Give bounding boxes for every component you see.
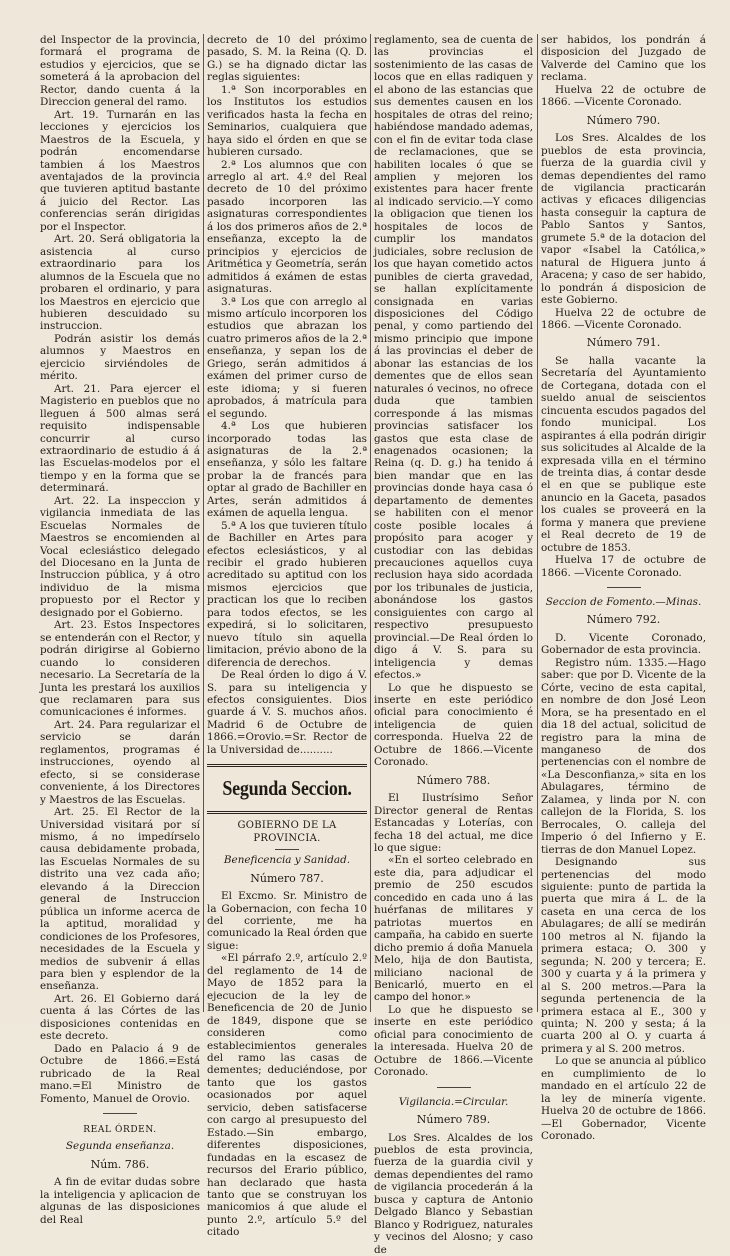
paragraph: Dado en Palacio á 9 de Octubre de 1866.=Está rubricado de la Real mano.=El Ministro de Fomento, Manuel de Orovio. — [40, 1042, 200, 1105]
paragraph: Registro núm. 1335.—Hago saber: que por D. Vicente de la Córte, vecino de esta capital, en nombre de don José Leon Mora, se ha presentado en el dia 18 del actual, solicitud de registro para la mina de manganeso de dos pertenencias con el nombre de «La Desconfianza,» sita en los Abulagares, término de Zalamea, y linda por N. con callejon de la Florida, S. los Berrocales, O. calleja del Imperio ó del Infierno y E. tierras de don Manuel Lopez. — [541, 656, 706, 856]
separator — [103, 1113, 137, 1114]
paragraph: «El párrafo 2.º, artículo 2.º del reglamento de 14 de Mayo de 1852 para la ejecucion de la ley de Beneficencia de 20 de Junio de 1849, dispone que se consideren como establecimientos generales del ramo las casas de dementes; deduciéndose, por tanto que los gastos ocasionados por aquel servicio, deben satisfacerse con cargo al presupuesto del Estado.—Sin embargo, diferentes disposiciones, fundadas en la escasez de recursos del Erario público, han declarado que hasta tanto que se construyan los manicomios á que alude el punto 2.º, artículo 5.º del citado — [207, 952, 367, 1239]
section-title: Segunda Seccion. — [222, 776, 352, 801]
separator — [607, 587, 641, 588]
paragraph: Huelva 22 de octubre de 1866. —Vicente Coronado. — [541, 306, 706, 331]
item-number: Número 787. — [250, 871, 324, 885]
paragraph: A fin de evitar dudas sobre la inteligencia y aplicacion de algunas de las disposiciones del Real — [40, 1176, 200, 1226]
paragraph: Podrán asistir los demás alumnos y Maestros en ejercicio sirviéndoles de mérito. — [40, 332, 200, 383]
paragraph: «En el sorteo celebrado en este dia, para adjudicar el premio de 250 escudos concedido en cada uno á las huérfanas de militares y patriotas muertos en campaña, ha cabido en suerte dicho premio á doña Manuela Melo, hija de don Bautista, miliciano nacional de Benicarló, muerto en el campo del honor.» — [374, 854, 533, 1004]
paragraph: Art. 21. Para ejercer el Magisterio en pueblos que no lleguen á 500 almas será requisito indispensable concurrir al curso extraordinario de estudio á á las Escuelas-modelos por el tiempo y en la forma que se determinará. — [40, 382, 200, 495]
paragraph: Art. 20. Será obligatoria la asistencia al curso extraordinario para los alumnos de la Escuela que no probaren el ordinario, y para los Maestros en ejercicio que hubieren descuidado su instruccion. — [40, 233, 200, 333]
section-heading: REAL ÓRDEN. — [83, 1124, 157, 1135]
separator — [275, 849, 299, 850]
paragraph: reglamento, sea de cuenta de las provincias el sostenimiento de las casas de locos que en ellas radiquen y el abono de las estancias que sus dementes causen en los hospitales de otras del reino; habiéndose mandado ademas, con el fin de evitar toda clase de reclamaciones, que se habiliten locales ó que se amplien y mejoren los existentes para hacer frente al indicado servicio.—Y como la obligacion que tienen los hospitales de locos de cumplir los mandatos judiciales, sobre reclusion de los que hayan cometido actos punibles de cierta gravedad, se hallan explícitamente consignada en varias disposiciones del Código penal, y como partiendo del mismo principio que impone á las provincias el deber de abonar las estancias de los dementes que de ellos sean naturales ó vecinos, no ofrece duda que tambien corresponde á las mismas provincias satisfacer los gastos que esta clase de enagenados ocasionen; la Reina (q. D. g.) ha tenido á bien mandar que en las provincias donde haya casa ó departamento de dementes se habiliten con el menor coste posible locales á propósito para acoger y custodiar con las debidas precauciones aquellos cuya reclusion haya sido acordada por los tribunales de justicia, abonándose los gastos consiguientes con cargo al respectivo presupuesto provincial.—De Real órden lo digo á V. S. para su inteligencia y demas efectos.» — [374, 34, 533, 682]
section-heading: GOBIERNO DE LA PROVINCIA. — [237, 820, 337, 844]
paragraph: Art. 26. El Gobierno dará cuenta á las Córtes de las disposiciones contenidas en este decreto. — [40, 992, 200, 1043]
paragraph: Lo que se anuncia al público en cumplimiento de lo mandado en el artículo 22 de la ley de minería vigente. Huelva 20 de octubre de 1866.—El Gobernador, Vicente Coronado. — [541, 1055, 706, 1143]
subsection-heading: Vigilancia.=Circular. — [398, 1095, 509, 1108]
paragraph: Art. 23. Estos Inspectores se entenderán con el Rector, y podrán dirigirse al Gobierno cuando lo consideren necesario. La Secretaría de la Junta les prestará los auxilios que reclamaren para sus comunicaciones é informes. — [40, 619, 200, 719]
paragraph: 1.ª Son incorporables en los Institutos los estudios verificados hasta la fecha en Seminarios, cualquiera que haya sido el órden en que se hubieren cursado. — [207, 83, 367, 159]
column-1 — [40, 34, 200, 1226]
subsection-heading: Segunda enseñanza. — [65, 1140, 175, 1153]
paragraph: Art. 24. Para regularizar el servicio se darán reglamentos, programas é instrucciones, oyendo al efecto, si se considerase conveniente, á los Directores y Maestros de las Escuelas. — [40, 718, 200, 806]
paragraph: 2.ª Los alumnos que con arreglo al art. 4.º del Real decreto de 10 del próximo pasado incorporen las asignaturas correspondientes á los dos primeros años de 2.ª enseñanza, excepto la de principios y ejercicios de Aritmética y Geometría, serán admitidos á exámen de estas asignaturas. — [207, 158, 367, 296]
column-rule — [203, 34, 204, 1012]
paragraph: Los Sres. Alcaldes de los pueblos de esta provincia, fuerza de la guardia civil y demas dependientes del ramo de vigilancia procederán á la busca y captura de Antonio Delgado Blanco y Sebastian Blanco y Rodriguez, naturales y vecinos del Alosno; y caso de — [374, 1131, 533, 1256]
paragraph: Art. 19. Turnarán en las lecciones y ejercicios los Maestros de la Escuela, y podrán encomendarse tambien á los Maestros aventajados de la provincia que tuvieren aptitud bastante á juicio del Rector. Las conferencias serán dirigidas por el Inspector. — [40, 108, 200, 233]
item-number: Número 789. — [416, 1113, 491, 1127]
paragraph: 5.ª A los que tuvieren título de Bachiller en Artes para efectos eclesiásticos, y al recibir el grado hubieren acreditado su aptitud con los mismos ejercicios que practican los que lo reciben para todos efectos, se les expedirá, si lo solicitaren, nuevo título sin aquella limitacion, prévio abono de la diferencia de derechos. — [207, 519, 367, 669]
paragraph: Se halla vacante la Secretaría del Ayuntamiento de Cortegana, dotada con el sueldo anual de seiscientos cincuenta escudos pagados del fondo municipal. Los aspirantes á ella podrán dirigir sus solicitudes al Alcalde de la expresada villa en el término de treinta dias, á contar desde el en que se publique este anuncio en la Gaceta, pasados los cuales se proveerá en la forma y manera que previene el Real decreto de 19 de octubre de 1853. — [541, 354, 706, 554]
column-2 — [207, 34, 367, 1239]
paragraph: El Excmo. Sr. Ministro de la Gobernacion, con fecha 10 del corriente, me ha comunicado la Real órden que sigue: — [207, 890, 367, 952]
paragraph: 4.ª Los que hubieren incorporado todas las asignaturas de la 2.ª enseñanza, y sólo les faltare probar la de francés para optar al grado de Bachiller en Artes, serán admitidos á exámen de aquella lengua. — [207, 420, 367, 520]
paragraph: del Inspector de la provincia, formará el programa de estudios y ejercicios, que se someterá á la aprobacion del Rector, dando cuenta á la Direccion general del ramo. — [40, 34, 200, 109]
paragraph: ser habidos, los pondrán á disposicion del Juzgado de Valverde del Camino que los reclama. — [541, 34, 706, 84]
paragraph: Los Sres. Alcaldes de los pueblos de esta provincia, fuerza de la guardia civil y demas dependientes del ramo de vigilancia practicarán activas y eficaces diligencias hasta conseguir la captura de Pablo Santos y Santos, grumete 5.ª de la dotacion del vapor «Isabel la Católica,» natural de Higuera junto á Aracena; y caso de ser habido, lo pondrán á disposicion de este Gobierno. — [541, 132, 706, 307]
item-number: Número 792. — [586, 613, 661, 627]
paragraph: Art. 22. La inspeccion y vigilancia inmediata de las Escuelas Normales de Maestros se encomienden al Vocal eclesiástico delegado del Diocesano en la Junta de Instruccion pública, y á otro individuo de la misma propuesto por el Rector y designado por el Gobierno. — [40, 494, 200, 619]
paragraph: decreto de 10 del próximo pasado, S. M. la Reina (Q. D. G.) se ha dignado dictar las reglas siguientes: — [207, 34, 367, 84]
item-number: Número 790. — [586, 113, 661, 127]
subsection-heading: Seccion de Fomento.—Minas. — [545, 596, 702, 609]
paragraph: Huelva 22 de octubre de 1866. —Vicente Coronado. — [541, 83, 706, 109]
paragraph: El Ilustrísimo Señor Director general de Rentas Estancadas y Loterías, con fecha 18 del actual, me dice lo que sigue: — [374, 792, 533, 854]
subsection-heading: Beneficencia y Sanidad. — [223, 854, 351, 867]
column-rule — [370, 34, 371, 1012]
paragraph: 3.ª Los que con arreglo al mismo artículo incorporen los estudios que abrazan los cuatro primeros años de la 2.ª enseñanza, y sepan los de Griego, serán admitidos á exámen del primer curso de este idioma; y si fueren aprobados, á matrícula para el segundo. — [207, 295, 367, 420]
column-4 — [541, 34, 706, 1143]
paragraph: Lo que he dispuesto se inserte en este periódico oficial para conocimiento de la interesada. Huelva 20 de Octubre de 1866.—Vicente Coronado. — [374, 1003, 533, 1079]
item-number: Número 788. — [416, 773, 491, 787]
item-number: Núm. 786. — [90, 1157, 150, 1171]
column-rule — [537, 34, 538, 1012]
paragraph: Designando sus pertenencias del modo siguiente: punto de partida la puerta que mira á L. de la caseta en una cerca de los Abulagares; de allí se medirán 100 metros al N. fijando la primera estaca; O. 300 y segunda; N. 200 y tercera; E. 300 y cuarta y á la primera y al S. 200 metros.—Para la segunda pertenencia de la primera estaca al E., 300 y quinta; N. 200 y sesta; á la cuarta 200 al O. y cuarta á primera y al S. 200 metros. — [541, 856, 706, 1055]
paragraph: D. Vicente Coronado, Gobernador de esta provincia. — [541, 631, 706, 657]
paragraph: Huelva 17 de octubre de 1866. —Vicente Coronado. — [541, 554, 706, 579]
paragraph: Art. 25. El Rector de la Universidad visitará por sí mismo, á no impedírselo causa debidamente probada, las Escuelas Normales de su distrito una vez cada año; elevando á la Direccion general de Instruccion pública un informe acerca de la aptitud, moralidad y condiciones de los Profesores, necesidades de la Escuela y medios de subvenir á ellas para bien y esplendor de la enseñanza. — [40, 806, 200, 993]
paragraph: Lo que he dispuesto se inserte en este periódico oficial para conocimiento é inteligencia de quien corresponda. Huelva 22 de Octubre de 1866.—Vicente Coronado. — [374, 681, 533, 769]
item-number: Número 791. — [586, 336, 661, 350]
paragraph: De Real órden lo digo á V. S. para su inteligencia y efectos consiguientes. Dios guarde á V. S. muchos años. Madrid 6 de Octubre de 1866.=Orovio.=Sr. Rector de la Universidad de.......... — [207, 669, 367, 756]
separator — [437, 1087, 471, 1088]
column-3 — [374, 34, 533, 1256]
section-banner — [207, 764, 367, 814]
